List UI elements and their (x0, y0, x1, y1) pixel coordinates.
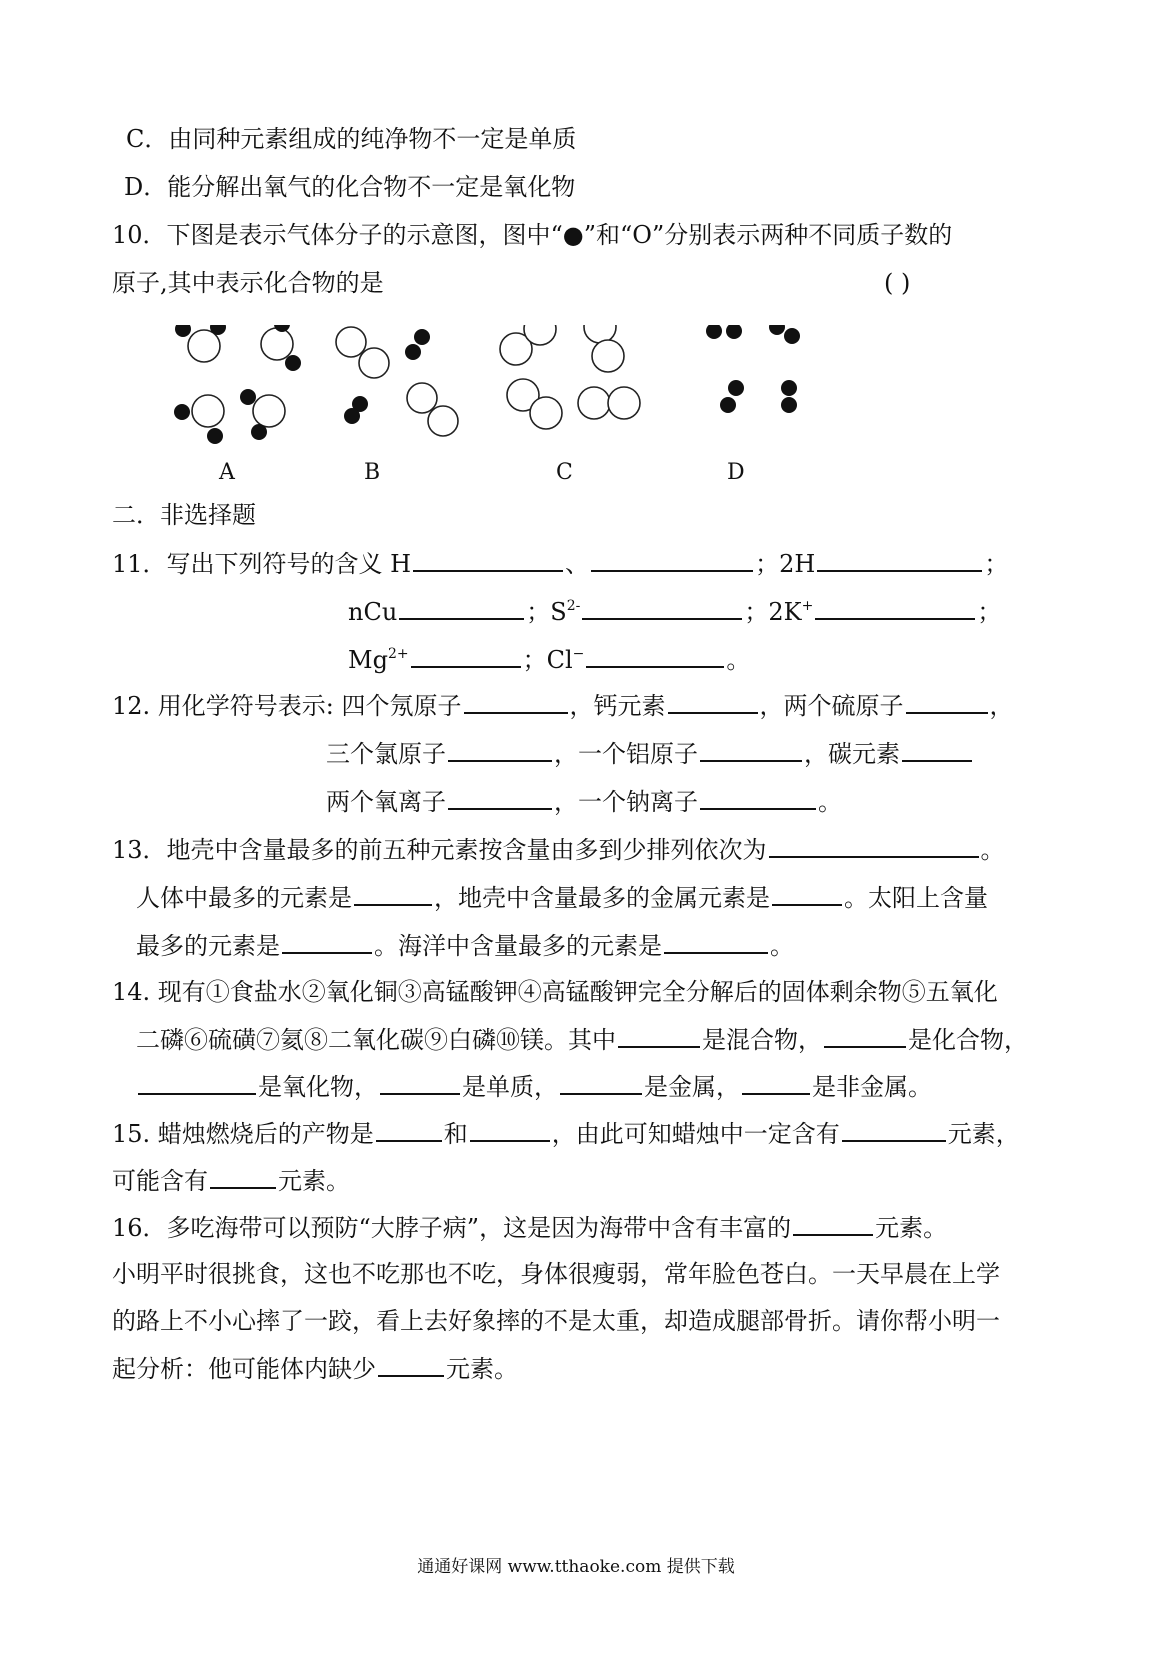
q12-line3: 两个氧离子 ，一个钠离子 。 (326, 788, 842, 816)
blank-nonmetal[interactable] (742, 1071, 810, 1095)
blank-chlorine[interactable] (448, 738, 552, 762)
q12-line2: 三个氯原子 ，一个铝原子 ，碳元素 (326, 738, 974, 769)
blank-neon[interactable] (464, 690, 568, 714)
symbol-2k: 2K (768, 598, 802, 626)
blank-deficient[interactable] (378, 1353, 444, 1377)
blank-calcium[interactable] (668, 690, 758, 714)
blank-s[interactable] (582, 596, 742, 620)
blank-must-contain[interactable] (842, 1118, 946, 1142)
q16-line3: 的路上不小心摔了一跤，看上去好象摔的不是太重，却造成腿部骨折。请你帮小明一 (112, 1307, 1000, 1335)
q16-line1: 16．多吃海带可以预防“大脖子病”，这是因为海带中含有丰富的 元素。 (112, 1214, 948, 1242)
blank-sulfur[interactable] (906, 690, 988, 714)
blank-compound[interactable] (824, 1024, 906, 1048)
label-c: C (556, 460, 573, 485)
blank-product-1[interactable] (376, 1118, 442, 1142)
option-c-molecules (500, 325, 640, 429)
q13-line1: 13．地壳中含量最多的前五种元素按含量由多到少排列依次为 。 (112, 836, 1005, 864)
q10-stem-line2: 原子,其中表示化合物的是 (112, 269, 384, 297)
blank-crust-metal[interactable] (772, 882, 842, 906)
blank-oxide[interactable] (138, 1071, 256, 1095)
blank-2h[interactable] (817, 548, 982, 572)
option-a-molecules (188, 328, 293, 427)
q16-line4: 起分析：他可能体内缺少 元素。 (112, 1355, 518, 1383)
blank-top5[interactable] (769, 834, 979, 858)
molecule-figure (170, 325, 870, 525)
blank-ncu[interactable] (399, 596, 524, 620)
symbol-mg: Mg (348, 646, 388, 674)
q15-line1: 15. 蜡烛燃烧后的产物是 和 ，由此可知蜡烛中一定含有 元素， (112, 1120, 1020, 1148)
blank-mg[interactable] (411, 644, 521, 668)
q14-line2: 二磷⑥硫磺⑦氦⑧二氧化碳⑨白磷⑩镁。其中 是混合物， 是化合物， (136, 1026, 1028, 1054)
q11-line1: 11．写出下列符号的含义 H 、 ；2H ； (112, 550, 1009, 578)
blank-oxide-ion[interactable] (448, 786, 552, 810)
q13-line3: 最多的元素是 。海洋中含量最多的元素是 。 (136, 932, 794, 960)
q11-line2: nCu ；$S^{2-}$ ；2K+ ； (348, 598, 1002, 626)
blank-ocean[interactable] (664, 930, 768, 954)
symbol-ncu: nCu (348, 598, 398, 626)
symbol-cl: Cl (546, 646, 573, 674)
blank-h-2[interactable] (591, 548, 753, 572)
q11-line3: $Mg^{2+}$ ；Cl− 。 (348, 646, 751, 674)
label-d: D (727, 460, 745, 485)
molecule-diagram (170, 325, 870, 525)
label-a: A (219, 460, 235, 485)
q15-line2: 可能含有 元素。 (112, 1167, 350, 1195)
symbol-s: S (550, 598, 567, 626)
section-heading: 二．非选择题 (112, 501, 256, 529)
blank-metal[interactable] (560, 1071, 642, 1095)
blank-element[interactable] (380, 1071, 460, 1095)
blank-h-1[interactable] (413, 548, 563, 572)
blank-2k[interactable] (815, 596, 975, 620)
blank-sun[interactable] (282, 930, 372, 954)
blank-body[interactable] (354, 882, 432, 906)
blank-iodine[interactable] (793, 1212, 873, 1236)
q14-line1: 14. 现有①食盐水②氧化铜③高锰酸钾④高锰酸钾完全分解后的固体剩余物⑤五氧化 (112, 978, 998, 1006)
q16-line2: 小明平时很挑食，这也不吃那也不吃，身体很瘦弱，常年脸色苍白。一天早晨在上学 (112, 1260, 1000, 1288)
label-b: B (364, 460, 381, 485)
q9-option-c: C．由同种元素组成的纯净物不一定是单质 (126, 125, 577, 153)
blank-carbon[interactable] (902, 738, 972, 762)
q10-stem-line1: 10．下图是表示气体分子的示意图，图中“●”和“O”分别表示两种不同质子数的 (112, 221, 953, 249)
blank-cl[interactable] (586, 644, 724, 668)
q12-line1: 12. 用化学符号表示: 四个氖原子 ，钙元素 ，两个硫原子 ， (112, 692, 1014, 720)
blank-mixture[interactable] (618, 1024, 700, 1048)
answer-bracket: ( ) (884, 269, 911, 297)
q11-prefix: 11．写出下列符号的含义 H (112, 550, 412, 578)
blank-may-contain[interactable] (210, 1165, 276, 1189)
symbol-2h: 2H (779, 550, 816, 578)
blank-product-2[interactable] (470, 1118, 550, 1142)
q14-line3: 是氧化物， 是单质， 是金属， 是非金属。 (136, 1071, 932, 1102)
footer-source: 通通好课网 www.tthaoke.com 提供下载 (417, 1557, 735, 1577)
blank-sodium-ion[interactable] (700, 786, 816, 810)
q9-option-d: D．能分解出氧气的化合物不一定是氧化物 (124, 173, 576, 201)
blank-aluminum[interactable] (700, 738, 802, 762)
q13-line2: 人体中最多的元素是 ，地壳中含量最多的金属元素是 。太阳上含量 (136, 884, 988, 912)
